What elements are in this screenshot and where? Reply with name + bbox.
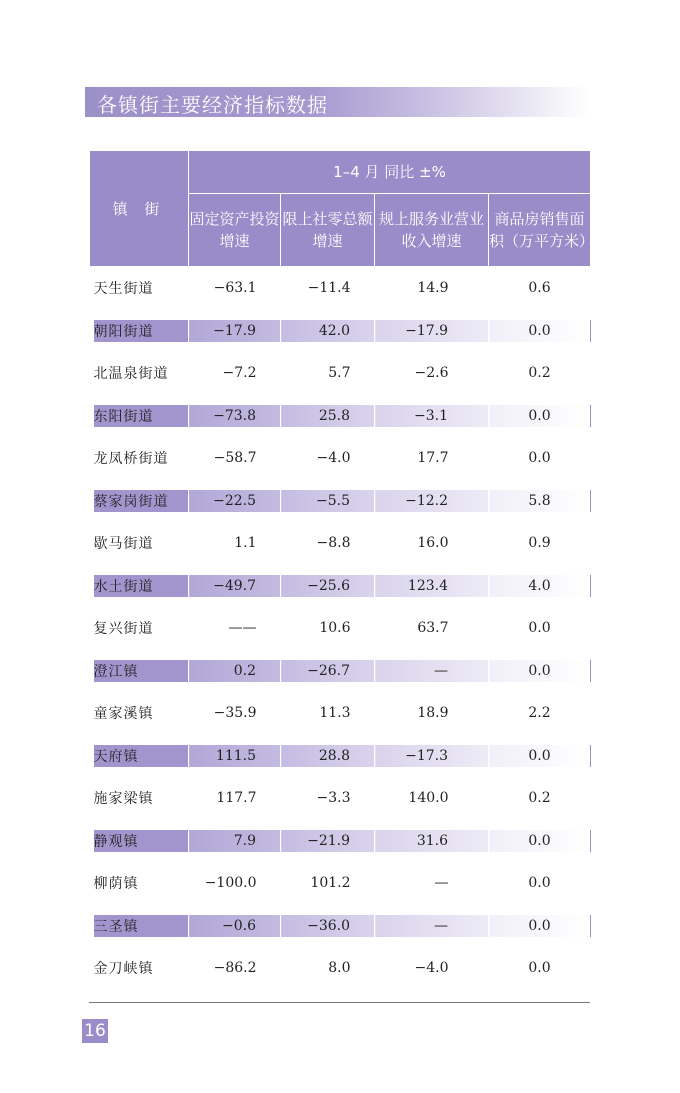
housing-sales-cell: 0.0: [489, 910, 591, 943]
town-name: 天生街道: [93, 281, 154, 298]
town-name: 金刀峡镇: [93, 961, 154, 978]
fixed-investment-cell: 117.7: [216, 790, 257, 807]
fixed-investment-cell: −35.9: [213, 705, 257, 722]
table-row: [90, 602, 591, 655]
fixed-investment-cell: −49.7: [189, 570, 281, 603]
table-row: [90, 942, 591, 990]
page-number: 16: [82, 1019, 108, 1043]
fixed-investment-cell: −73.8: [189, 400, 281, 433]
service-revenue-cell: 14.9: [417, 280, 449, 297]
housing-sales-cell: 2.2: [528, 705, 551, 722]
table-row: [90, 517, 591, 570]
fixed-investment-cell: −58.7: [213, 450, 257, 467]
retail-sales-cell: 10.6: [319, 620, 351, 637]
town-name: 东阳街道: [90, 400, 189, 433]
title-bar: [85, 87, 590, 117]
fixed-investment-cell: 0.2: [189, 655, 281, 688]
retail-sales-cell: −25.6: [281, 570, 375, 603]
housing-sales-cell: 0.6: [528, 280, 551, 297]
retail-sales-cell: −21.9: [281, 825, 375, 858]
table-row: [90, 485, 591, 518]
table-row: [90, 857, 591, 910]
table-row: [90, 347, 591, 400]
service-revenue-cell: 123.4: [375, 570, 489, 603]
retail-sales-cell: 11.3: [319, 705, 351, 722]
table-row: [90, 825, 591, 858]
footer-rule: [89, 1002, 590, 1003]
retail-sales-cell: 42.0: [281, 315, 375, 348]
housing-sales-cell: 0.0: [489, 655, 591, 688]
housing-sales-cell: 4.0: [489, 570, 591, 603]
housing-sales-cell: 0.2: [528, 365, 551, 382]
service-revenue-cell: 63.7: [417, 620, 449, 637]
retail-sales-cell: −36.0: [281, 910, 375, 943]
table-row: [90, 315, 591, 348]
service-revenue-cell: 140.0: [408, 790, 449, 807]
service-revenue-cell: 18.9: [417, 705, 449, 722]
service-revenue-cell: −2.6: [414, 365, 449, 382]
header-housing-sales: 商品房销售面积（万平方米）: [489, 194, 591, 267]
table-row: [90, 772, 591, 825]
town-name: 澄江镇: [90, 655, 189, 688]
town-name: 北温泉街道: [93, 366, 169, 383]
housing-sales-cell: 0.0: [528, 450, 551, 467]
fixed-investment-cell: −0.6: [189, 910, 281, 943]
town-name: 水土街道: [90, 570, 189, 603]
service-revenue-cell: —: [375, 655, 489, 688]
fixed-investment-cell: −7.2: [222, 365, 257, 382]
service-revenue-cell: 17.7: [417, 450, 449, 467]
housing-sales-cell: 0.2: [528, 790, 551, 807]
housing-sales-cell: 0.0: [528, 620, 551, 637]
retail-sales-cell: −4.0: [316, 450, 351, 467]
town-name: 童家溪镇: [93, 706, 154, 723]
fixed-investment-cell: −63.1: [213, 280, 257, 297]
table-row: [90, 687, 591, 740]
service-revenue-cell: −17.3: [375, 740, 489, 773]
retail-sales-cell: −26.7: [281, 655, 375, 688]
service-revenue-cell: −4.0: [414, 960, 449, 977]
service-revenue-cell: —: [375, 910, 489, 943]
table-row: [90, 267, 591, 315]
retail-sales-cell: 8.0: [328, 960, 351, 977]
fixed-investment-cell: ——: [228, 620, 257, 637]
housing-sales-cell: 0.0: [528, 960, 551, 977]
retail-sales-cell: −3.3: [316, 790, 351, 807]
retail-sales-cell: 101.2: [310, 875, 351, 892]
table-row: [90, 655, 591, 688]
indicator-table: [89, 150, 595, 990]
fixed-investment-cell: −100.0: [204, 875, 257, 892]
fixed-investment-cell: −86.2: [213, 960, 257, 977]
housing-sales-cell: 0.0: [489, 740, 591, 773]
housing-sales-cell: 0.0: [489, 315, 591, 348]
table-row: [90, 740, 591, 773]
fixed-investment-cell: 1.1: [234, 535, 257, 552]
retail-sales-cell: 5.7: [328, 365, 351, 382]
town-name: 三圣镇: [90, 910, 189, 943]
retail-sales-cell: 25.8: [281, 400, 375, 433]
housing-sales-cell: 0.9: [528, 535, 551, 552]
fixed-investment-cell: −17.9: [189, 315, 281, 348]
table-row: [90, 432, 591, 485]
town-name: 歇马街道: [93, 536, 154, 553]
service-revenue-cell: 31.6: [375, 825, 489, 858]
town-name: 蔡家岗街道: [90, 485, 189, 518]
retail-sales-cell: 28.8: [281, 740, 375, 773]
town-name: 静观镇: [90, 825, 189, 858]
header-retail-sales: 限上社零总额增速: [281, 194, 375, 267]
town-name: 龙凤桥街道: [93, 451, 169, 468]
page-title: 各镇街主要经济指标数据: [97, 93, 328, 117]
housing-sales-cell: 5.8: [489, 485, 591, 518]
town-name: 天府镇: [90, 740, 189, 773]
service-revenue-cell: —: [434, 875, 449, 892]
retail-sales-cell: −8.8: [316, 535, 351, 552]
header-service-revenue: 规上服务业营业收入增速: [375, 194, 489, 267]
housing-sales-cell: 0.0: [528, 875, 551, 892]
service-revenue-cell: 16.0: [417, 535, 449, 552]
table-row: [90, 570, 591, 603]
town-name: 柳荫镇: [93, 876, 139, 893]
table-row: [90, 400, 591, 433]
service-revenue-cell: −3.1: [375, 400, 489, 433]
retail-sales-cell: −11.4: [307, 280, 351, 297]
service-revenue-cell: −12.2: [375, 485, 489, 518]
header-town: 镇 街: [90, 151, 189, 267]
table-row: [90, 910, 591, 943]
housing-sales-cell: 0.0: [489, 825, 591, 858]
town-name: 施家梁镇: [93, 791, 154, 808]
fixed-investment-cell: −22.5: [189, 485, 281, 518]
housing-sales-cell: 0.0: [489, 400, 591, 433]
retail-sales-cell: −5.5: [281, 485, 375, 518]
header-fixed-investment: 固定资产投资增速: [189, 194, 281, 267]
service-revenue-cell: −17.9: [375, 315, 489, 348]
town-name: 复兴街道: [93, 621, 154, 638]
fixed-investment-cell: 7.9: [189, 825, 281, 858]
town-name: 朝阳街道: [90, 315, 189, 348]
fixed-investment-cell: 111.5: [189, 740, 281, 773]
header-group: 1–4 月 同比 ±%: [189, 151, 591, 194]
